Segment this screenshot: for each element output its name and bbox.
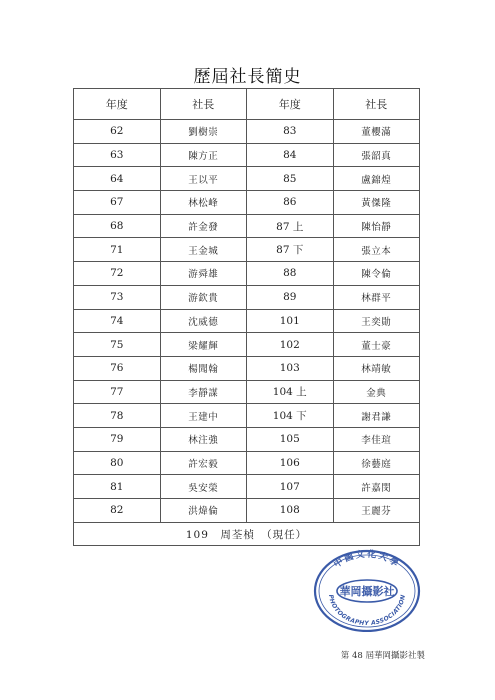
table-row (74, 167, 420, 191)
year-cell: 82 (74, 499, 161, 523)
president-name-cell: 陳令倫 (333, 262, 420, 286)
table-row (74, 191, 420, 215)
year-cell: 89 (247, 285, 334, 309)
president-name-cell: 張立本 (333, 238, 420, 262)
year-cell: 80 (74, 451, 161, 475)
table-row (74, 404, 420, 428)
table-body (74, 120, 420, 546)
president-name-cell: 游舜雄 (160, 262, 247, 286)
year-cell: 102 (247, 333, 334, 357)
page-title: 歷屆社長簡史 (193, 67, 302, 87)
year-cell: 107 (247, 475, 334, 499)
president-name-cell: 李佳瑄 (333, 427, 420, 451)
president-name-cell: 劉樹崇 (160, 120, 247, 144)
president-name-cell: 游欽貴 (160, 285, 247, 309)
year-cell: 73 (74, 285, 161, 309)
president-name-cell: 許宏毅 (160, 451, 247, 475)
table-row (74, 262, 420, 286)
president-name-cell: 董櫻滿 (333, 120, 420, 144)
footer-credit: 第 48 屆華岡攝影社製 (340, 651, 425, 661)
president-name-cell: 黃傑隆 (333, 191, 420, 215)
president-name-cell: 梁耀輝 (160, 333, 247, 357)
table-row (74, 475, 420, 499)
association-seal (312, 547, 422, 632)
header-president-right: 社長 (333, 89, 420, 120)
seal-bottom-text: PHOTOGRAPHY ASSOCIATION (326, 594, 408, 628)
year-cell: 106 (247, 451, 334, 475)
president-name-cell: 林松峰 (160, 191, 247, 215)
year-cell: 72 (74, 262, 161, 286)
current-row (74, 522, 420, 546)
president-name-cell: 董士豪 (333, 333, 420, 357)
president-name-cell: 楊聞翰 (160, 356, 247, 380)
president-name-cell: 陳怡靜 (333, 214, 420, 238)
president-name-cell: 王金城 (160, 238, 247, 262)
table-row (74, 285, 420, 309)
year-cell: 71 (74, 238, 161, 262)
table-row (74, 499, 420, 523)
table-row (74, 427, 420, 451)
president-name-cell: 林注強 (160, 427, 247, 451)
year-cell: 104 上 (247, 380, 334, 404)
president-name-cell: 王建中 (160, 404, 247, 428)
table-row (74, 120, 420, 144)
year-cell: 88 (247, 262, 334, 286)
year-cell: 68 (74, 214, 161, 238)
year-cell: 87 上 (247, 214, 334, 238)
header-president-left: 社長 (160, 89, 247, 120)
president-name-cell: 林群平 (333, 285, 420, 309)
year-cell: 86 (247, 191, 334, 215)
president-name-cell: 張韶真 (333, 143, 420, 167)
year-cell: 64 (74, 167, 161, 191)
president-name-cell: 許嘉閔 (333, 475, 420, 499)
table-row (74, 333, 420, 357)
seal-center-text: 華岡攝影社 (339, 585, 395, 598)
president-name-cell: 王以平 (160, 167, 247, 191)
year-cell: 75 (74, 333, 161, 357)
year-cell: 101 (247, 309, 334, 333)
year-cell: 77 (74, 380, 161, 404)
president-name-cell: 吳安榮 (160, 475, 247, 499)
header-year-left: 年度 (74, 89, 161, 120)
president-name-cell: 林靖敏 (333, 356, 420, 380)
year-cell: 87 下 (247, 238, 334, 262)
president-name-cell: 沈威德 (160, 309, 247, 333)
year-cell: 85 (247, 167, 334, 191)
president-table (73, 88, 420, 546)
year-cell: 78 (74, 404, 161, 428)
table-row (74, 356, 420, 380)
year-cell: 83 (247, 120, 334, 144)
year-cell: 67 (74, 191, 161, 215)
president-name-cell: 謝君謙 (333, 404, 420, 428)
president-name-cell: 洪煒倫 (160, 499, 247, 523)
year-cell: 81 (74, 475, 161, 499)
president-name-cell: 王麗芬 (333, 499, 420, 523)
table-row (74, 214, 420, 238)
year-cell: 104 下 (247, 404, 334, 428)
seal-top-text: 中國文化大學 (332, 549, 402, 571)
president-name-cell: 金典 (333, 380, 420, 404)
year-cell: 105 (247, 427, 334, 451)
table-row (74, 143, 420, 167)
year-cell: 103 (247, 356, 334, 380)
president-name-cell: 徐藝庭 (333, 451, 420, 475)
year-cell: 79 (74, 427, 161, 451)
year-cell: 63 (74, 143, 161, 167)
president-name-cell: 許金發 (160, 214, 247, 238)
year-cell: 76 (74, 356, 161, 380)
table-row (74, 238, 420, 262)
president-name-cell: 陳方正 (160, 143, 247, 167)
year-cell: 84 (247, 143, 334, 167)
table-row (74, 451, 420, 475)
president-name-cell: 盧錦煌 (333, 167, 420, 191)
year-cell: 62 (74, 120, 161, 144)
header-row (74, 89, 420, 120)
year-cell: 108 (247, 499, 334, 523)
svg-text:PHOTOGRAPHY ASSOCIATION (327, 594, 407, 627)
table-row (74, 309, 420, 333)
year-cell: 74 (74, 309, 161, 333)
president-name-cell: 李靜謀 (160, 380, 247, 404)
table-row (74, 380, 420, 404)
header-year-right: 年度 (247, 89, 334, 120)
president-name-cell: 王奕勛 (333, 309, 420, 333)
current-president-cell: 109 周荃楨 （現任） (74, 522, 420, 546)
